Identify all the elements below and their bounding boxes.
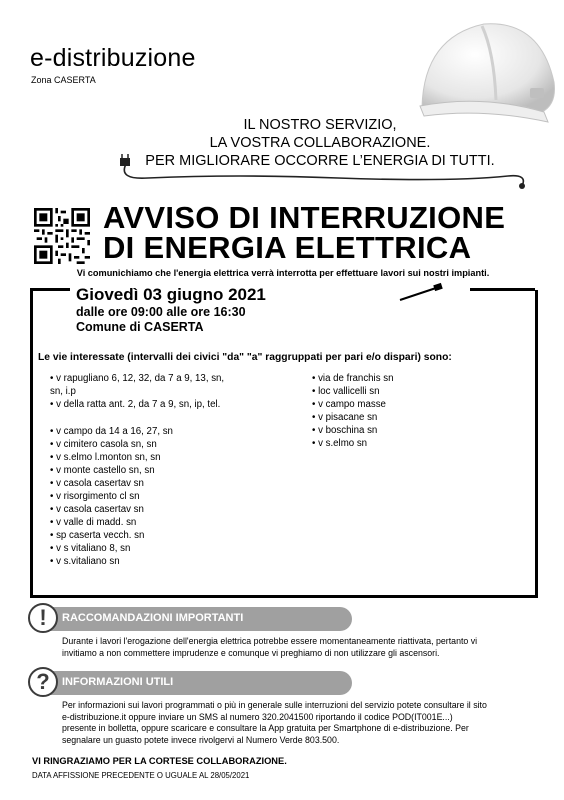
intro-text: Vi comunichiamo che l'energia elettrica verrà interrotta per effettuare lavori sui nostri impianti. <box>76 268 490 278</box>
list-item: • v valle di madd. sn <box>50 517 137 528</box>
list-item: • v s.vitaliano sn <box>50 556 120 567</box>
list-item: • via de franchis sn <box>312 373 394 384</box>
list-item: • v s.elmo l.monton sn, sn <box>50 452 161 463</box>
qr-code-icon <box>34 208 90 264</box>
slogan-line: PER MIGLIORARE OCCORRE L’ENERGIA DI TUTTI. <box>145 153 495 169</box>
box-border <box>30 288 70 291</box>
notice-title <box>103 200 506 265</box>
title-line: DI ENERGIA ELETTRICA <box>103 230 472 265</box>
zone-label: Zona CASERTA <box>31 75 96 85</box>
recommendations-text: Durante i lavori l'erogazione dell'energia elettrica potrebbe essere momentaneamente riattivata, pertanto vi invitiamo a non commettere imprudenze e comunque vi preghiamo di non utilizzare gli ascensori. <box>62 636 478 658</box>
list-item: • v campo da 14 a 16, 27, sn <box>50 426 173 437</box>
exclamation-icon: ! <box>28 603 58 633</box>
comune-label: Comune di CASERTA <box>76 320 204 334</box>
list-item: • v casola casertav sn <box>50 504 144 515</box>
list-item: • v s vitaliano 8, sn <box>50 543 131 554</box>
list-item: • v cimitero casola sn, sn <box>50 439 157 450</box>
box-border <box>470 288 535 291</box>
thanks-text: VI RINGRAZIAMO PER LA CORTESE COLLABORAZIONE. <box>32 756 287 766</box>
list-item: • v della ratta ant. 2, da 7 a 9, sn, ip, tel. <box>50 399 221 410</box>
streets-title: Le vie interessate (intervalli dei civici "da" "a" raggruppati per pari e/o dispari) sono: <box>38 352 452 363</box>
plug-icon <box>396 282 446 302</box>
list-item: • v s.elmo sn <box>312 438 368 449</box>
posting-date-text: DATA AFFISSIONE PRECEDENTE O UGUALE AL 28/05/2021 <box>32 771 250 780</box>
streets-list-left <box>50 372 224 568</box>
list-item: • v pisacane sn <box>312 412 378 423</box>
question-icon: ? <box>28 667 58 697</box>
list-item: • sp caserta vecch. sn <box>50 530 145 541</box>
slogan-line: LA VOSTRA COLLABORAZIONE. <box>209 135 431 151</box>
interruption-hours: dalle ore 09:00 alle ore 16:30 <box>76 305 246 319</box>
brand-logo: e-distribuzione <box>30 44 196 72</box>
info-text: Per informazioni sui lavori programmati o più in generale sulle interruzioni del servizio potete consultare il sito e-distribuzione.it oppure inviare un SMS al numero 320.2041500 riportando il codice POD(IT001E...) presente in bolletta, oppure scaricare e consultare la App gratuita per Smartphone di e-distribuzione. Per segnalare un guasto potete invece rivolgervi al Numero Verde 803.500. <box>62 700 487 745</box>
slogan-line: IL NOSTRO SERVIZIO, <box>243 117 397 133</box>
list-item: • v campo masse <box>312 399 386 410</box>
info-title: INFORMAZIONI UTILI <box>62 676 174 688</box>
list-item: sn, i.p <box>50 386 76 397</box>
list-item: • v risorgimento cl sn <box>50 491 140 502</box>
cable-plug-icon <box>118 152 538 190</box>
streets-list-right <box>312 372 393 450</box>
recommendations-title: RACCOMANDAZIONI IMPORTANTI <box>62 612 244 624</box>
list-item: • v monte castello sn, sn <box>50 465 155 476</box>
title-line: AVVISO DI INTERRUZIONE <box>103 200 506 235</box>
list-item: • v casola casertav sn <box>50 478 144 489</box>
list-item: • loc vallicelli sn <box>312 386 380 397</box>
list-item: • v rapugliano 6, 12, 32, da 7 a 9, 13, sn, <box>50 373 225 384</box>
interruption-date: Giovedì 03 giugno 2021 <box>76 285 266 304</box>
info-banner <box>44 671 352 695</box>
list-item: • v boschina sn <box>312 425 378 436</box>
recommendations-banner <box>44 607 352 631</box>
